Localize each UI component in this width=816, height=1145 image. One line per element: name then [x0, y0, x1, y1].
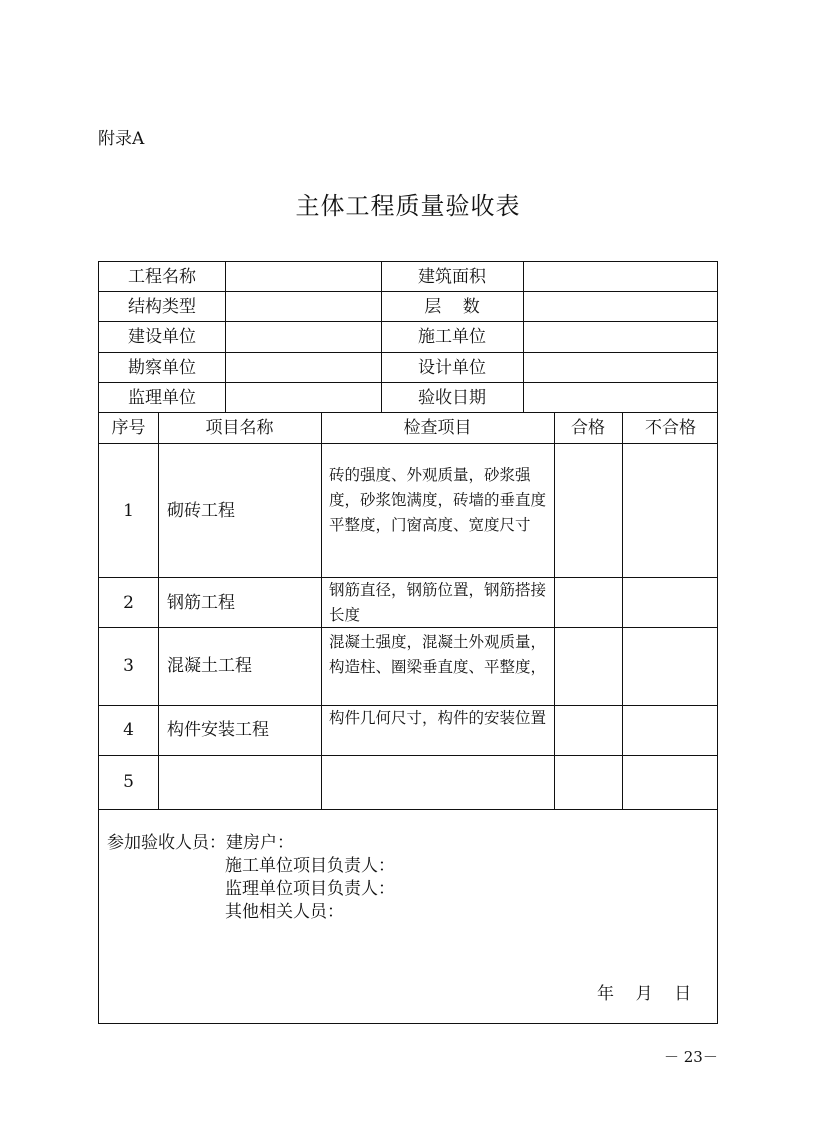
participant-others: 其他相关人员： — [225, 902, 344, 922]
participants-label: 参加验收人员：建房户： — [107, 833, 294, 853]
appendix-label: 附录A — [98, 129, 145, 149]
info-label-building-area: 建筑面积 — [418, 267, 486, 287]
row-4-seq: 4 — [123, 720, 134, 740]
info-label-supervision-unit: 监理单位 — [128, 388, 196, 408]
row-1-seq: 1 — [123, 501, 134, 521]
row-4-check: 构件几何尺寸，构件的安装位置 — [329, 709, 547, 727]
row-2-name: 钢筋工程 — [167, 593, 235, 613]
signature-date: 年 月 日 — [597, 984, 692, 1004]
row-3-check: 混凝土强度，混凝土外观质量，构造柱、圈梁垂直度、平整度， — [329, 633, 547, 676]
info-label-survey-unit: 勘察单位 — [128, 358, 196, 378]
header-fail: 不合格 — [645, 418, 696, 438]
header-item-name: 项目名称 — [205, 418, 274, 438]
row-4-name: 构件安装工程 — [167, 720, 269, 740]
row-1-check: 砖的强度、外观质量，砂浆强度，砂浆饱满度，砖墙的垂直度平整度，门窗高度、宽度尺寸 — [329, 466, 547, 534]
info-label-acceptance-date: 验收日期 — [418, 388, 486, 408]
header-seq: 序号 — [111, 418, 146, 438]
page-number: － 23－ — [664, 1048, 718, 1066]
row-2-seq: 2 — [123, 593, 134, 613]
row-5-seq: 5 — [123, 772, 134, 792]
info-label-project-name: 工程名称 — [128, 267, 196, 287]
page-title: 主体工程质量验收表 — [295, 192, 521, 220]
info-label-design-unit: 设计单位 — [418, 358, 486, 378]
participant-supervision-lead: 监理单位项目负责人： — [225, 879, 395, 899]
row-3-name: 混凝土工程 — [167, 656, 252, 676]
row-3-seq: 3 — [123, 656, 134, 676]
info-label-owner-unit: 建设单位 — [128, 327, 196, 347]
row-2-check: 钢筋直径，钢筋位置，钢筋搭接长度 — [329, 581, 547, 624]
header-pass: 合格 — [571, 418, 605, 438]
info-label-floors: 层 数 — [424, 297, 480, 317]
row-1-name: 砌砖工程 — [167, 501, 235, 521]
info-label-construction-unit: 施工单位 — [418, 327, 486, 347]
info-label-structure-type: 结构类型 — [128, 297, 196, 317]
acceptance-table — [98, 261, 718, 1024]
header-check-items: 检查项目 — [403, 418, 472, 438]
participant-construction-lead: 施工单位项目负责人： — [225, 856, 395, 876]
